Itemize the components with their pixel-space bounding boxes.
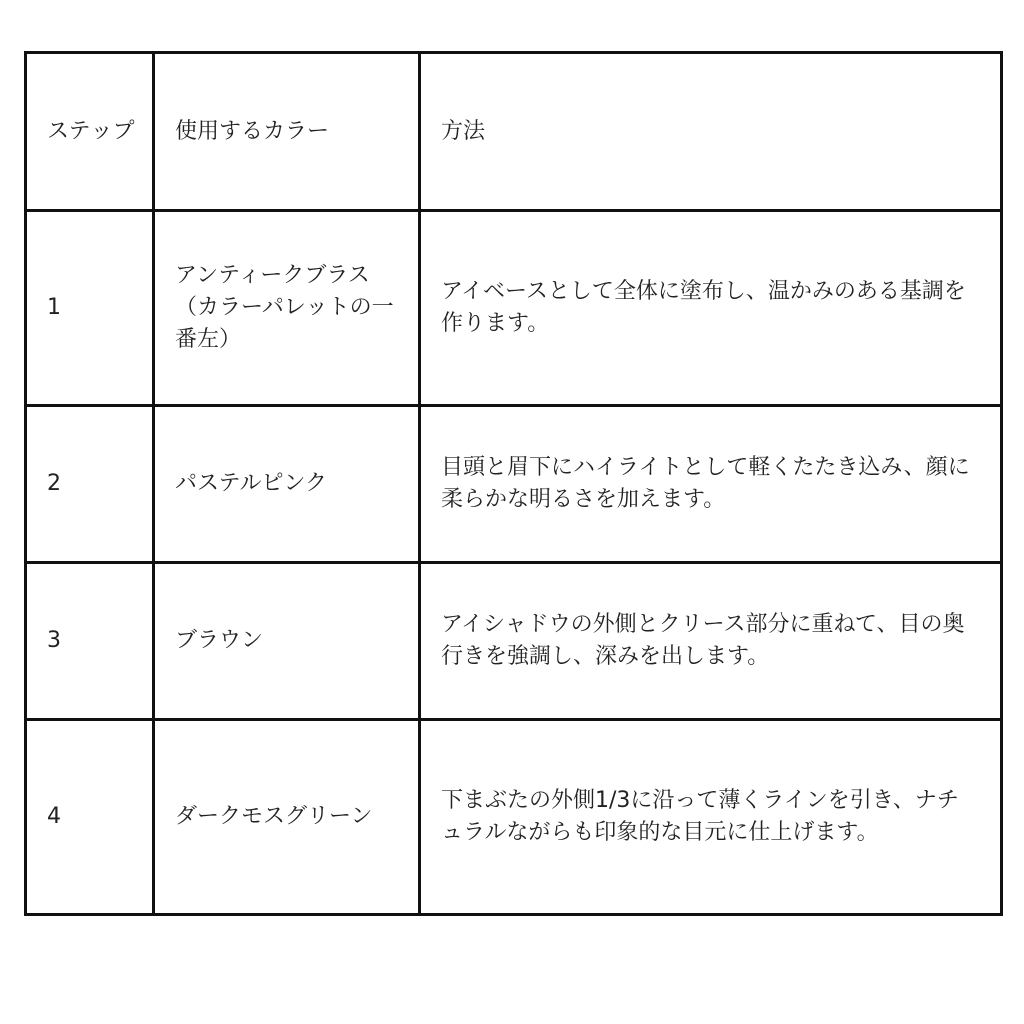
header-color: 使用するカラー (154, 53, 420, 211)
table-row (26, 406, 1002, 563)
method-description: アイシャドウの外側とクリース部分に重ねて、目の奥行きを強調し、深みを出します。 (420, 563, 1002, 720)
table-row (26, 563, 1002, 720)
step-number: 3 (26, 563, 154, 720)
header-step: ステップ (26, 53, 154, 211)
table-header-row (26, 53, 1002, 211)
color-name: ブラウン (154, 563, 420, 720)
method-description: 下まぶたの外側1/3に沿って薄くラインを引き、ナチュラルながらも印象的な目元に仕上げます。 (420, 720, 1002, 915)
table-row (26, 211, 1002, 406)
color-name: パステルピンク (154, 406, 420, 563)
table-row (26, 720, 1002, 915)
method-description: 目頭と眉下にハイライトとして軽くたたき込み、顔に柔らかな明るさを加えます。 (420, 406, 1002, 563)
step-number: 1 (26, 211, 154, 406)
method-description: アイベースとして全体に塗布し、温かみのある基調を作ります。 (420, 211, 1002, 406)
step-number: 4 (26, 720, 154, 915)
color-name: ダークモスグリーン (154, 720, 420, 915)
color-name: アンティークブラス（カラーパレットの一番左） (154, 211, 420, 406)
header-method: 方法 (420, 53, 1002, 211)
makeup-steps-table (24, 51, 1003, 916)
step-number: 2 (26, 406, 154, 563)
